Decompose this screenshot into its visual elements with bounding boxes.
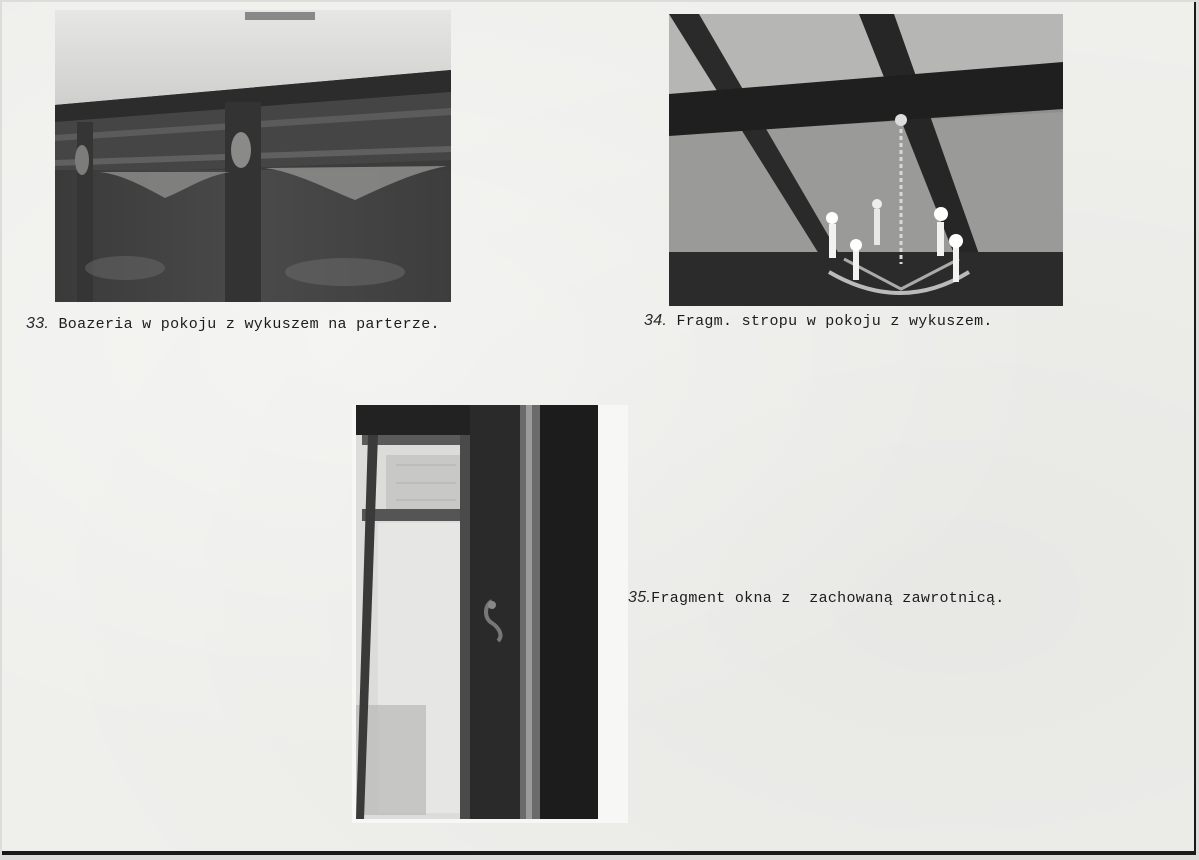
caption-34-number: 34. <box>644 312 668 329</box>
caption-35 <box>628 589 1005 607</box>
photo-35-window <box>356 405 598 819</box>
photo-34-ceiling <box>669 14 1063 306</box>
caption-33-text: Boazeria w pokoju z wykuszem na parterze. <box>58 316 440 333</box>
photo-33-paneling <box>55 10 451 302</box>
caption-33 <box>26 315 440 333</box>
album-page <box>2 2 1196 855</box>
caption-35-text: Fragment okna z zachowaną zawrotnicą. <box>651 590 1005 607</box>
caption-34-text: Fragm. stropu w pokoju z wykuszem. <box>676 313 993 330</box>
caption-35-number: 35. <box>628 589 652 606</box>
caption-33-number: 33. <box>26 315 50 332</box>
caption-34 <box>644 312 993 330</box>
